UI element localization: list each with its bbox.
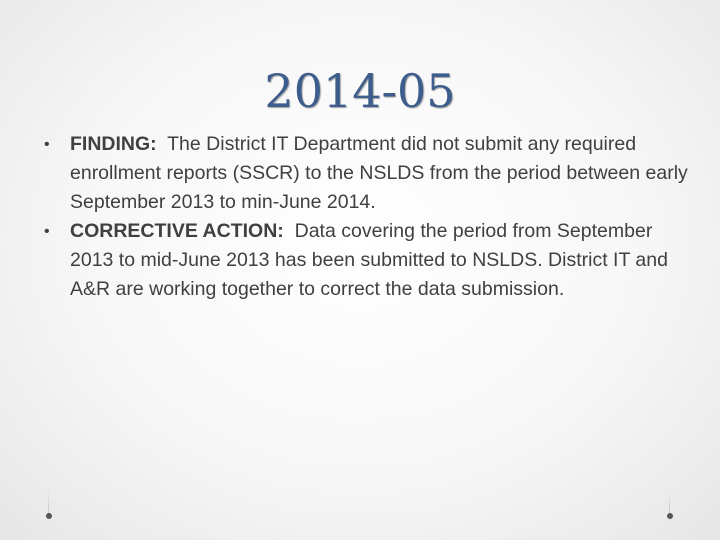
bullet-list xyxy=(30,130,690,304)
bullet-item-finding xyxy=(30,130,690,217)
bullet-label-corrective-action: CORRECTIVE ACTION: xyxy=(70,220,284,242)
bullet-item-corrective-action xyxy=(30,217,690,304)
bullet-icon: • xyxy=(44,223,50,240)
bullet-icon: • xyxy=(44,136,50,153)
decorative-line-left xyxy=(48,490,49,514)
bullet-label-finding: FINDING: xyxy=(70,133,157,155)
bullet-text-corrective-action: Data covering the period from September 2013 to mid-June 2013 has been submitted to NSLDS. District IT and A&R are working together to correct the data submission. xyxy=(70,220,668,300)
decorative-pin-left-icon xyxy=(46,513,52,519)
decorative-pin-right-icon xyxy=(667,513,673,519)
slide-title: 2014-05 xyxy=(264,64,456,118)
bullet-text-finding: The District IT Department did not submit any required enrollment reports (SSCR) to the NSLDS from the period between early September 2013 to min-June 2014. xyxy=(70,133,688,213)
decorative-line-right xyxy=(669,490,670,514)
